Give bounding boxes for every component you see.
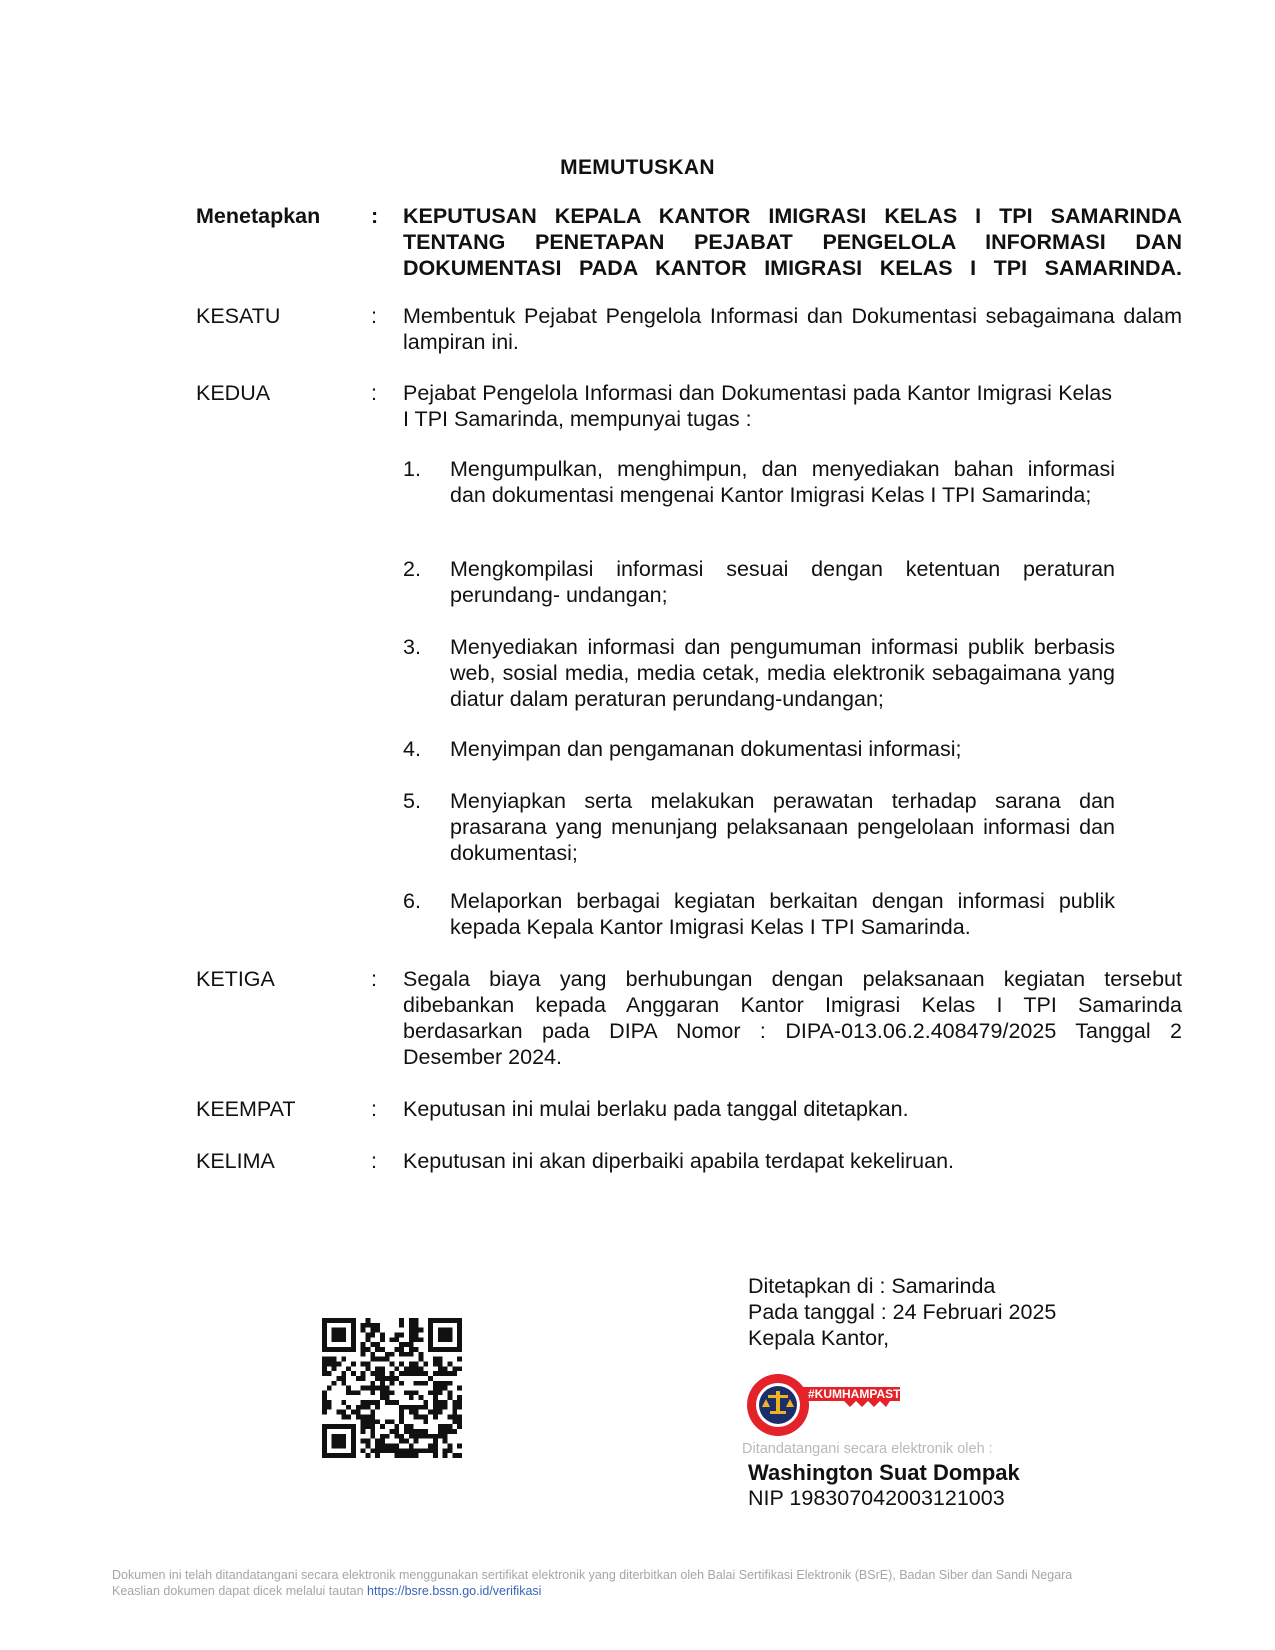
footer-note [112,1567,1072,1599]
signature-position: Kepala Kantor, [748,1326,890,1350]
footer-line [112,1583,1072,1599]
section-colon: : [371,304,377,328]
list-item-number: 4. [403,737,421,761]
verification-link[interactable]: https://bsre.bssn.go.id/verifikasi [367,1584,542,1598]
e-signature-note: Ditandatangani secara elektronik oleh : [742,1441,993,1457]
section-colon: : [371,1097,377,1121]
footer-line: Dokumen ini telah ditandatangani secara elektronik menggunakan sertifikat elektronik yang diterbitkan oleh Balai Sertifikasi Elektronik (BSrE), Badan Siber dan Sandi Negara [112,1568,1073,1582]
list-item-text: Mengkompilasi informasi sesuai dengan ketentuan peraturan perundang- undangan; [450,557,1115,607]
decision-title-line: KEPUTUSAN KEPALA KANTOR IMIGRASI KELAS I TPI SAMARINDA [403,204,1182,228]
list-item-text: Menyiapkan serta melakukan perawatan terhadap sarana dan prasarana yang menunjang pelaksanaan pengelolaan informasi dan dokumentasi; [450,789,1115,865]
list-item-text: Mengumpulkan, menghimpun, dan menyediakan bahan informasi dan dokumentasi mengenai Kantor Imigrasi Kelas I TPI Samarinda; [450,457,1115,507]
signer-name: Washington Suat Dompak [748,1460,1020,1485]
list-item-number: 1. [403,457,421,481]
decision-title-line: TENTANG PENETAPAN PEJABAT PENGELOLA INFORMASI DAN [403,230,1182,254]
list-item-number: 5. [403,789,421,813]
section-colon: : [371,1149,377,1173]
qr-code-icon [322,1318,462,1458]
list-item-text: Menyediakan informasi dan pengumuman informasi publik berbasis web, sosial media, media cetak, media elektronik sebagaimana yang diatur dalam peraturan perundang-undangan; [450,635,1115,711]
signer-nip: NIP 198307042003121003 [748,1486,1005,1510]
footer-link-prefix: Keaslian dokumen dapat dicek melalui tautan [112,1584,364,1598]
section-label: KESATU [196,304,281,328]
section-text: Keputusan ini mulai berlaku pada tanggal ditetapkan. [403,1097,909,1121]
section-text: Segala biaya yang berhubungan dengan pelaksanaan kegiatan tersebut dibebankan kepada Anggaran Kantor Imigrasi Kelas I TPI Samarinda berdasarkan pada DIPA Nomor : DIPA-013.06.2.408479/2025 Tanggal 2 Desember 2024. [403,967,1182,1069]
section-label: KEDUA [196,381,271,405]
section-text: Membentuk Pejabat Pengelola Informasi dan Dokumentasi sebagaimana dalam lampiran ini. [403,304,1182,354]
list-item-text: Melaporkan berbagai kegiatan berkaitan dengan informasi publik kepada Kepala Kantor Imigrasi Kelas I TPI Samarinda. [450,889,1115,939]
section-colon: : [371,381,377,405]
section-label: Menetapkan [196,204,321,228]
signature-date: Pada tanggal : 24 Februari 2025 [748,1300,1057,1324]
document-heading: MEMUTUSKAN [560,156,715,179]
section-label: KEEMPAT [196,1097,296,1121]
decision-title [403,203,1182,281]
list-item-number: 2. [403,557,421,581]
section-colon: : [371,204,379,228]
decision-title-line: DOKUMENTASI PADA KANTOR IMIGRASI KELAS I TPI SAMARINDA. [403,256,1182,280]
section-text: Pejabat Pengelola Informasi dan Dokumentasi pada Kantor Imigrasi Kelas I TPI Samarinda, mempunyai tugas : [403,381,1112,431]
section-label: KELIMA [196,1149,275,1173]
section-text: Keputusan ini akan diperbaiki apabila terdapat kekeliruan. [403,1149,955,1173]
list-item-number: 3. [403,635,421,659]
list-item-number: 6. [403,889,421,913]
section-colon: : [371,967,377,991]
section-label: KETIGA [196,967,275,991]
kumham-logo [740,1365,925,1445]
signature-place: Ditetapkan di : Samarinda [748,1274,996,1298]
list-item-text: Menyimpan dan pengamanan dokumentasi informasi; [450,737,962,761]
logo-hashtag: #KUMHAMPASTI [808,1387,904,1401]
